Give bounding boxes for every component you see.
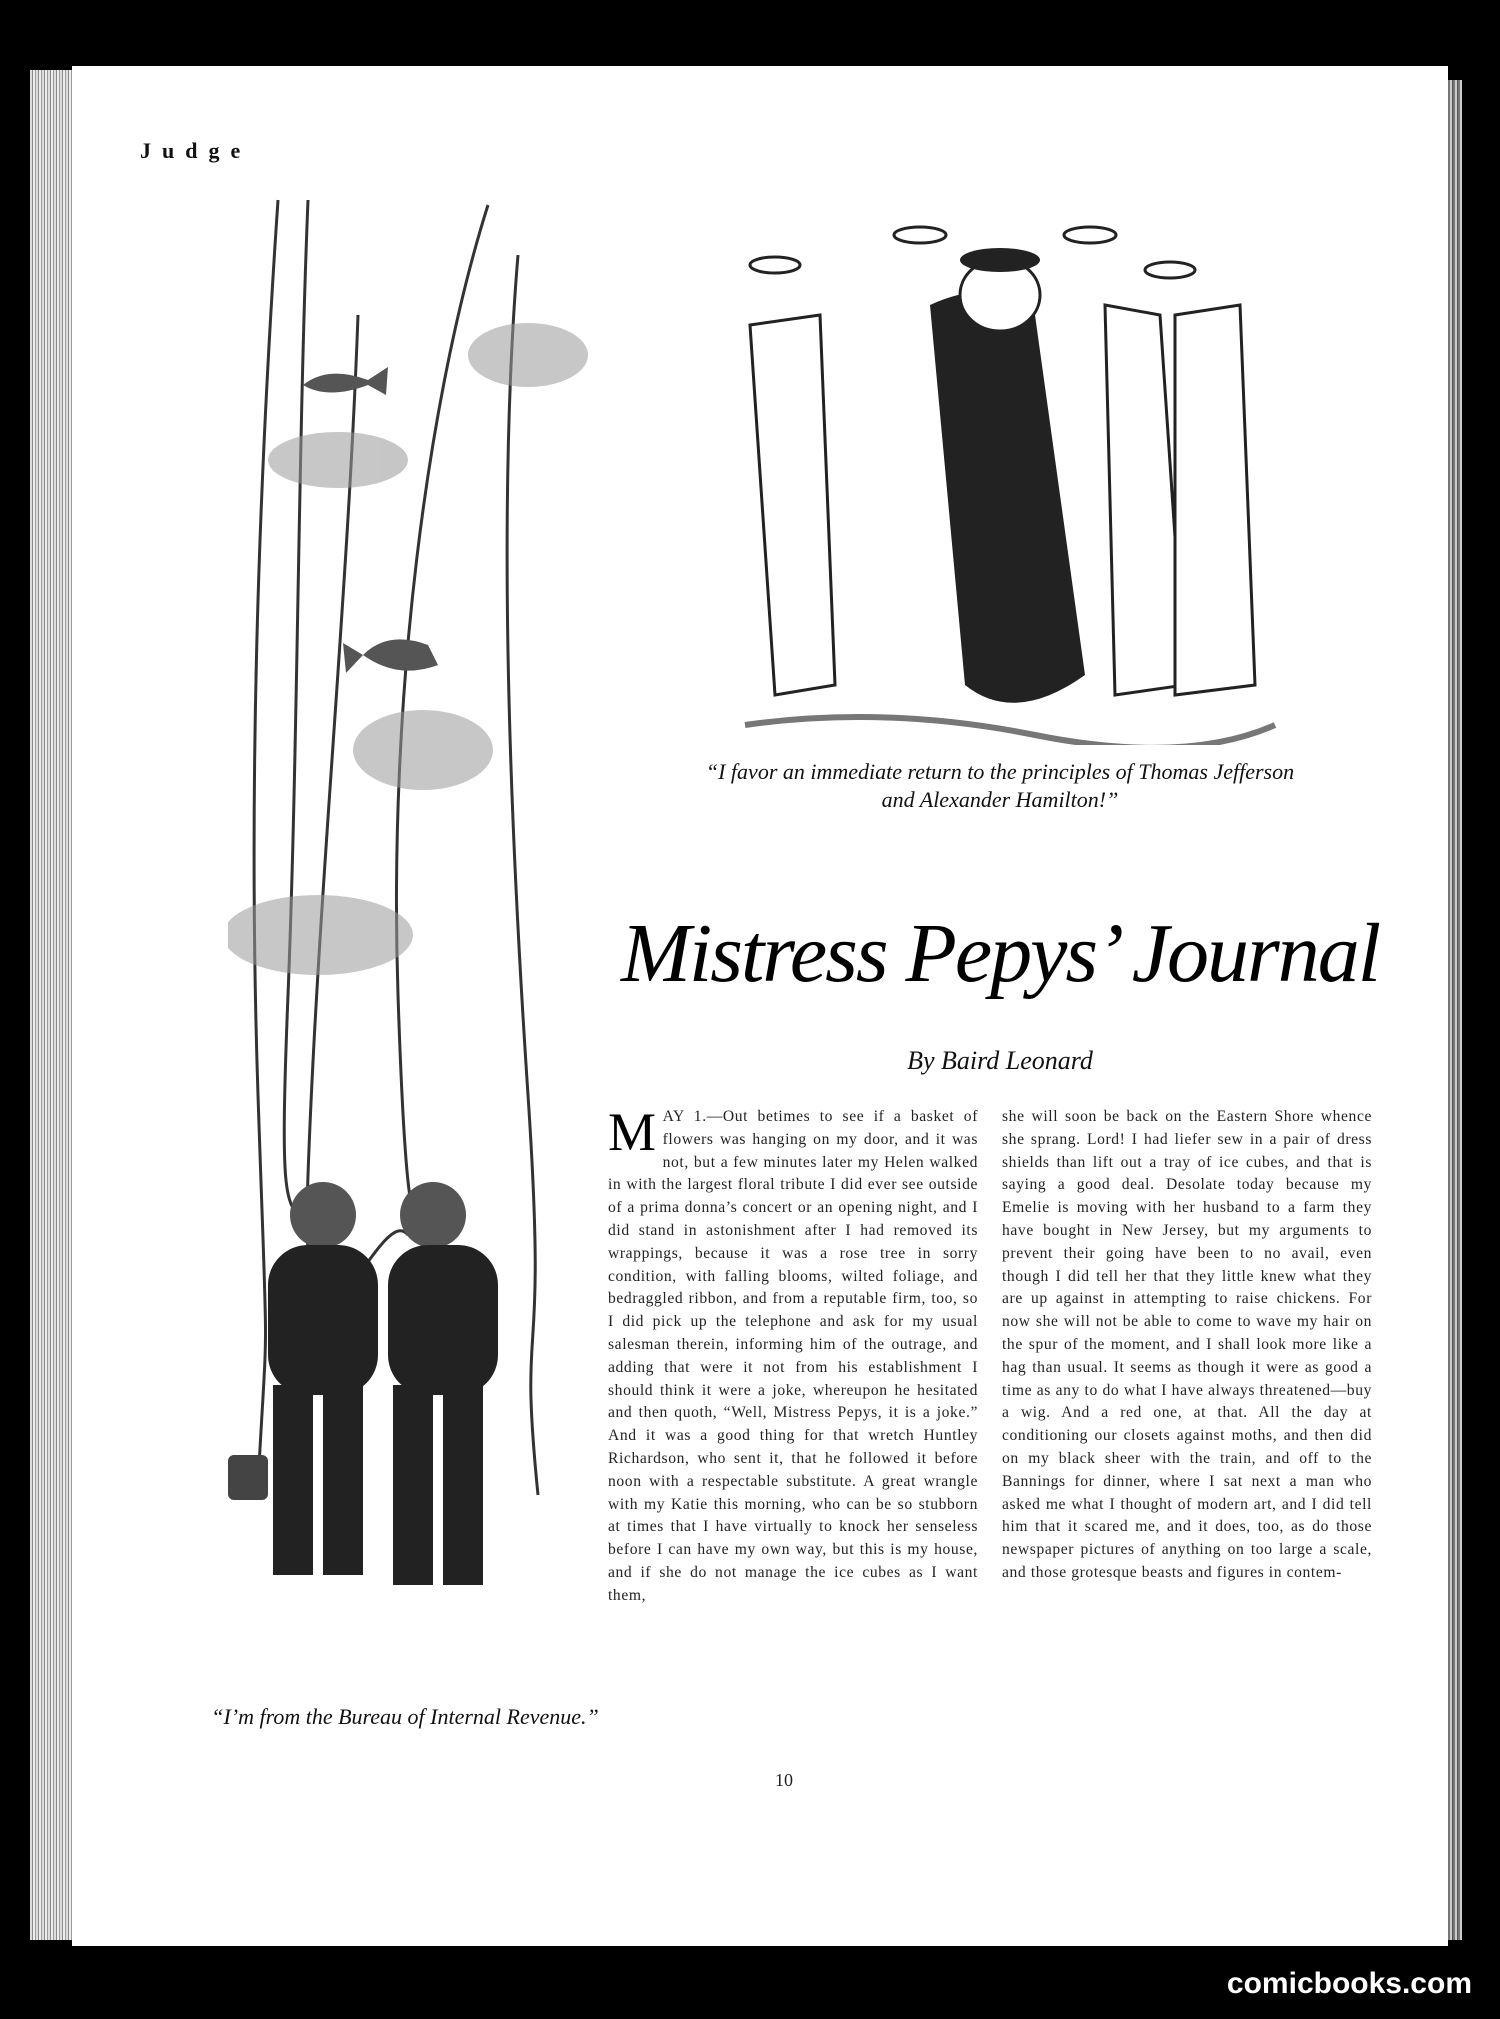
diver-cartoon: [228, 195, 588, 1695]
watermark: comicbooks.com: [1226, 1967, 1472, 2000]
politicians-cartoon-caption: “I favor an immediate return to the principles of Thomas Jefferson and Alexander Hamilton!”: [705, 759, 1295, 812]
diver-cartoon-drawing: [228, 195, 588, 1695]
column-1-text: AY 1.—Out betimes to see if a basket of flowers was hanging on my door, and it was not, but a few minutes later my Helen walked in with the largest floral tribute I did ever see outside of a prima donna’s concert or an opening night, and I did stand in astonishment after I had removed its wrappings, because it was a rose tree in sorry condition, with falling blooms, wilted foliage, and bedraggled ribbon, and from a reputable firm, too, so I did pick up the telephone and ask for my usual salesman therein, informing him of the outrage, and adding that were it not from his establishment I should think it were a joke, whereupon he hesitated and then quoth, “Well, Mistress Pepys, it is a joke.” And it was a good thing for that wretch Huntley Richardson, who sent it, that he followed it before noon with a respectable substitute. A great wrangle with my Katie this morning, who can be so stubborn at times that I have virtually to knock her senseless before I can have my own way, but this is my house, and if she do not manage the ice cubes as I want them,: [608, 1108, 978, 1604]
running-head: Judge: [140, 138, 252, 163]
page-number: 10: [775, 1770, 793, 1790]
article-column-2: [1002, 1106, 1372, 1585]
article-column-1: [608, 1102, 978, 1608]
article-byline: By Baird Leonard: [907, 1046, 1093, 1075]
drop-cap: M: [608, 1102, 657, 1162]
diver-cartoon-caption: “I’m from the Bureau of Internal Revenue.”: [211, 1704, 599, 1729]
article-title: Mistress Pepys’ Journal: [620, 907, 1380, 1000]
column-2-text: she will soon be back on the Eastern Shore whence she sprang. Lord! I had liefer sew in a pair of dress shields than lift out a tray of ice cubes, and that is saying a good deal. Desolate today because my Emelie is moving with her husband to a farm they have bought in New Jersey, but my arguments to prevent their going have been to no avail, even though I did tell her that they little knew what they are up against in attempting to raise chickens. For now she will not be able to come to wave my hair on the spur of the moment, and I shall look more like a hag than usual. It seems as though it were as good a time as any to do what I have always threatened—buy a wig. And a red one, at that. All the day at conditioning our closets against moths, and then did on my black sheer with the train, and off to the Bannings for dinner, where I sat next a man who asked me what I thought of modern art, and I did tell him that it scared me, and it does, too, as do those newspaper pictures of anything on too large a scale, and those grotesque beasts and figures in contem-: [1002, 1108, 1372, 1581]
book-right-edge: [1448, 80, 1462, 1940]
diver-left: [228, 1182, 378, 1575]
politicians-cartoon: [735, 205, 1280, 745]
politicians-cartoon-drawing: [735, 205, 1280, 745]
diver-right: [388, 1182, 498, 1585]
